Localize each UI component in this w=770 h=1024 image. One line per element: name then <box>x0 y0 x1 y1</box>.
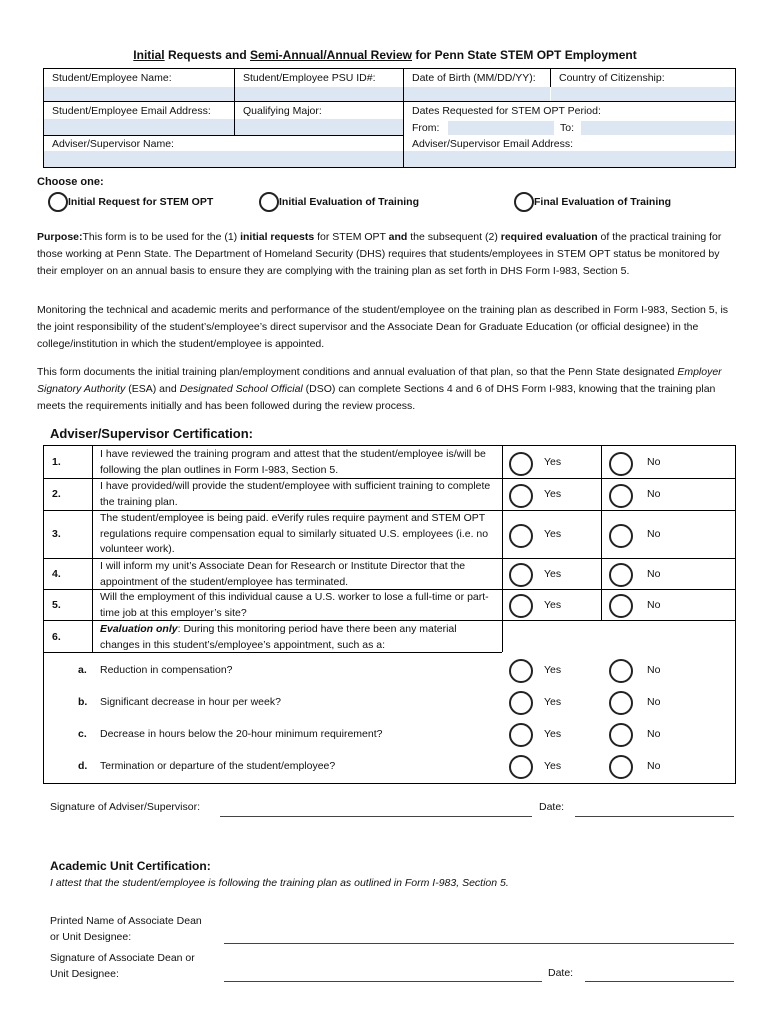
yes-radio-icon[interactable] <box>509 691 533 715</box>
option-label: Final Evaluation of Training <box>534 196 672 208</box>
row-number: 4. <box>52 568 61 580</box>
row-number: 5. <box>52 599 61 611</box>
option-initial-evaluation[interactable] <box>259 192 419 212</box>
title-end: for Penn State STEM OPT Employment <box>412 48 637 62</box>
title-initial: Initial <box>133 48 165 62</box>
no-radio-icon[interactable] <box>609 484 633 508</box>
email-field[interactable] <box>44 119 234 135</box>
academic-attest-text: I attest that the student/employee is following the training plan as outlined in Form I-983, Section 5. <box>50 877 509 889</box>
row-number: 2. <box>52 488 61 500</box>
row-text: Will the employment of this individual cause a U.S. worker to lose a full-time or part-time job at this employer’s site? <box>100 591 489 619</box>
row-text <box>100 622 495 653</box>
no-label: No <box>647 456 661 468</box>
student-info-table <box>43 68 736 168</box>
yes-label: Yes <box>544 696 562 708</box>
yes-label: Yes <box>544 728 562 740</box>
text: (DSO) can complete Sections 4 and 6 of DHS Form I-983, knowing that the training plan meets the requirements initially and has been followed during the review process. <box>37 383 716 412</box>
text: Unit Designee: <box>50 968 119 980</box>
adviser-date-line[interactable] <box>575 816 734 817</box>
no-label: No <box>647 528 661 540</box>
yes-label: Yes <box>544 568 562 580</box>
yes-radio-icon[interactable] <box>509 723 533 747</box>
choose-one-label: Choose one: <box>37 176 104 188</box>
adviser-cert-table <box>43 445 736 784</box>
to-label: To: <box>560 122 575 134</box>
yes-radio-icon[interactable] <box>509 594 533 618</box>
yes-radio-icon[interactable] <box>509 659 533 683</box>
citizenship-field[interactable] <box>551 87 735 101</box>
no-radio-icon[interactable] <box>609 563 633 587</box>
no-radio-icon[interactable] <box>609 594 633 618</box>
no-radio-icon[interactable] <box>609 452 633 476</box>
text: Designated School Official <box>179 383 303 395</box>
row-text: I have provided/will provide the student/employee with sufficient training to complete the training plan. <box>100 480 491 508</box>
yes-radio-icon[interactable] <box>509 563 533 587</box>
adviser-email-field[interactable] <box>404 151 735 167</box>
adviser-signature-label: Signature of Adviser/Supervisor: <box>50 801 200 813</box>
subrow-letter: d. <box>78 760 88 772</box>
adviser-cert-heading: Adviser/Supervisor Certification: <box>50 426 253 441</box>
row-number: 1. <box>52 456 61 468</box>
dean-date-line[interactable] <box>585 981 734 982</box>
yes-radio-icon[interactable] <box>509 755 533 779</box>
no-label: No <box>647 728 661 740</box>
printed-name-line[interactable] <box>224 943 734 944</box>
text: and <box>388 231 408 243</box>
option-final-evaluation[interactable] <box>514 192 671 212</box>
yes-label: Yes <box>544 760 562 772</box>
row-text: I will inform my unit’s Associate Dean for Research or Institute Director that the appointment of the student/employee has terminated. <box>100 560 466 588</box>
text: or Unit Designee: <box>50 931 132 943</box>
subrow-letter: a. <box>78 664 87 676</box>
dean-date-label: Date: <box>548 967 574 979</box>
text: : During this monitoring period have there been any material changes in this student’s/employee’s appointment, such as a: <box>100 623 457 651</box>
text: This form is to be used for the (1) <box>82 231 241 243</box>
no-label: No <box>647 696 661 708</box>
adviser-name-label: Adviser/Supervisor Name: <box>52 138 174 150</box>
email-label: Student/Employee Email Address: <box>52 105 211 117</box>
text: Employer Signatory Authority <box>37 366 722 395</box>
subrow-text: Significant decrease in hour per week? <box>100 696 281 708</box>
student-name-field[interactable] <box>44 87 234 101</box>
text: initial requests <box>240 231 315 243</box>
no-radio-icon[interactable] <box>609 723 633 747</box>
text: of the practical training for those working at Penn State. The Department of Homeland Security (DHS) requires that students/employees in STEM OPT status be monitored by their employer on an annual basis to ensure they are complying with the training plan as set forth in DHS Form I-983, Section 5. <box>37 231 722 277</box>
purpose-label: Purpose: <box>37 231 83 243</box>
academic-cert-heading: Academic Unit Certification: <box>50 859 211 873</box>
no-label: No <box>647 599 661 611</box>
student-name-label: Student/Employee Name: <box>52 72 172 84</box>
purpose-paragraph <box>37 229 737 280</box>
no-radio-icon[interactable] <box>609 691 633 715</box>
title-semi: Semi-Annual/Annual Review <box>249 48 413 62</box>
evaluation-only-label: Evaluation only <box>100 623 178 635</box>
yes-radio-icon[interactable] <box>509 484 533 508</box>
citizenship-label: Country of Citizenship: <box>559 72 665 84</box>
title-mid: Requests and <box>164 48 250 62</box>
option-label: Initial Request for STEM OPT <box>68 196 214 208</box>
no-label: No <box>647 568 661 580</box>
text: the subsequent (2) <box>407 231 501 243</box>
yes-label: Yes <box>544 488 562 500</box>
yes-label: Yes <box>544 528 562 540</box>
adviser-name-field[interactable] <box>44 151 403 167</box>
row-text: The student/employee is being paid. eVerify rules require payment and STEM OPT regulations require compensation equal to similarly situated U.S. employees (i.e. no volunteer work). <box>100 512 489 555</box>
no-label: No <box>647 760 661 772</box>
yes-radio-icon[interactable] <box>509 452 533 476</box>
yes-label: Yes <box>544 664 562 676</box>
subrow-letter: b. <box>78 696 88 708</box>
row-text: I have reviewed the training program and attest that the student/employee is/will be following the plan outlines in Form I-983, Section 5. <box>100 448 486 476</box>
printed-name-label <box>50 913 202 945</box>
no-label: No <box>647 488 661 500</box>
documentation-paragraph <box>37 364 737 415</box>
from-field[interactable] <box>448 121 554 135</box>
row-number: 3. <box>52 528 61 540</box>
text: Signature of Associate Dean or <box>50 952 195 964</box>
from-label: From: <box>412 122 440 134</box>
adviser-signature-line[interactable] <box>220 816 532 817</box>
dean-signature-line[interactable] <box>224 981 542 982</box>
text: (ESA) and <box>125 383 180 395</box>
adviser-email-label: Adviser/Supervisor Email Address: <box>412 138 574 150</box>
to-field[interactable] <box>581 121 735 135</box>
dob-label: Date of Birth (MM/DD/YY): <box>412 72 536 84</box>
dob-field[interactable] <box>404 87 550 101</box>
no-radio-icon[interactable] <box>609 755 633 779</box>
form-title <box>0 48 770 62</box>
subrow-letter: c. <box>78 728 87 740</box>
psu-id-label: Student/Employee PSU ID#: <box>243 72 376 84</box>
major-field[interactable] <box>235 119 403 135</box>
yes-radio-icon[interactable] <box>509 524 533 548</box>
subrow-text: Termination or departure of the student/employee? <box>100 760 336 772</box>
subrow-text: Decrease in hours below the 20-hour minimum requirement? <box>100 728 383 740</box>
no-label: No <box>647 664 661 676</box>
option-label: Initial Evaluation of Training <box>279 196 420 208</box>
text: for STEM OPT <box>314 231 389 243</box>
yes-label: Yes <box>544 456 562 468</box>
no-radio-icon[interactable] <box>609 524 633 548</box>
text: This form documents the initial training plan/employment conditions and annual evaluation of that plan, so that the Penn State designated <box>37 366 678 378</box>
text: Printed Name of Associate Dean <box>50 915 202 927</box>
subrow-text: Reduction in compensation? <box>100 664 233 676</box>
dates-requested-label: Dates Requested for STEM OPT Period: <box>412 105 601 117</box>
psu-id-field[interactable] <box>235 87 403 101</box>
adviser-date-label: Date: <box>539 801 565 813</box>
radio-circle-icon[interactable] <box>48 192 68 212</box>
text: required evaluation <box>500 231 598 243</box>
monitoring-paragraph: Monitoring the technical and academic merits and performance of the student/employee on the training plan as described in Form I-983, Section 5, is the joint responsibility of the student’s/employee’s direct supervisor and the Associate Dean for Graduate Education (or official designee) in the college/institution in which the student/employee is appointed. <box>37 304 729 350</box>
major-label: Qualifying Major: <box>243 105 322 117</box>
no-radio-icon[interactable] <box>609 659 633 683</box>
yes-label: Yes <box>544 599 562 611</box>
option-initial-request[interactable] <box>48 192 213 212</box>
row-number: 6. <box>52 631 61 643</box>
radio-circle-icon[interactable] <box>514 192 534 212</box>
dean-signature-label <box>50 950 195 982</box>
radio-circle-icon[interactable] <box>259 192 279 212</box>
